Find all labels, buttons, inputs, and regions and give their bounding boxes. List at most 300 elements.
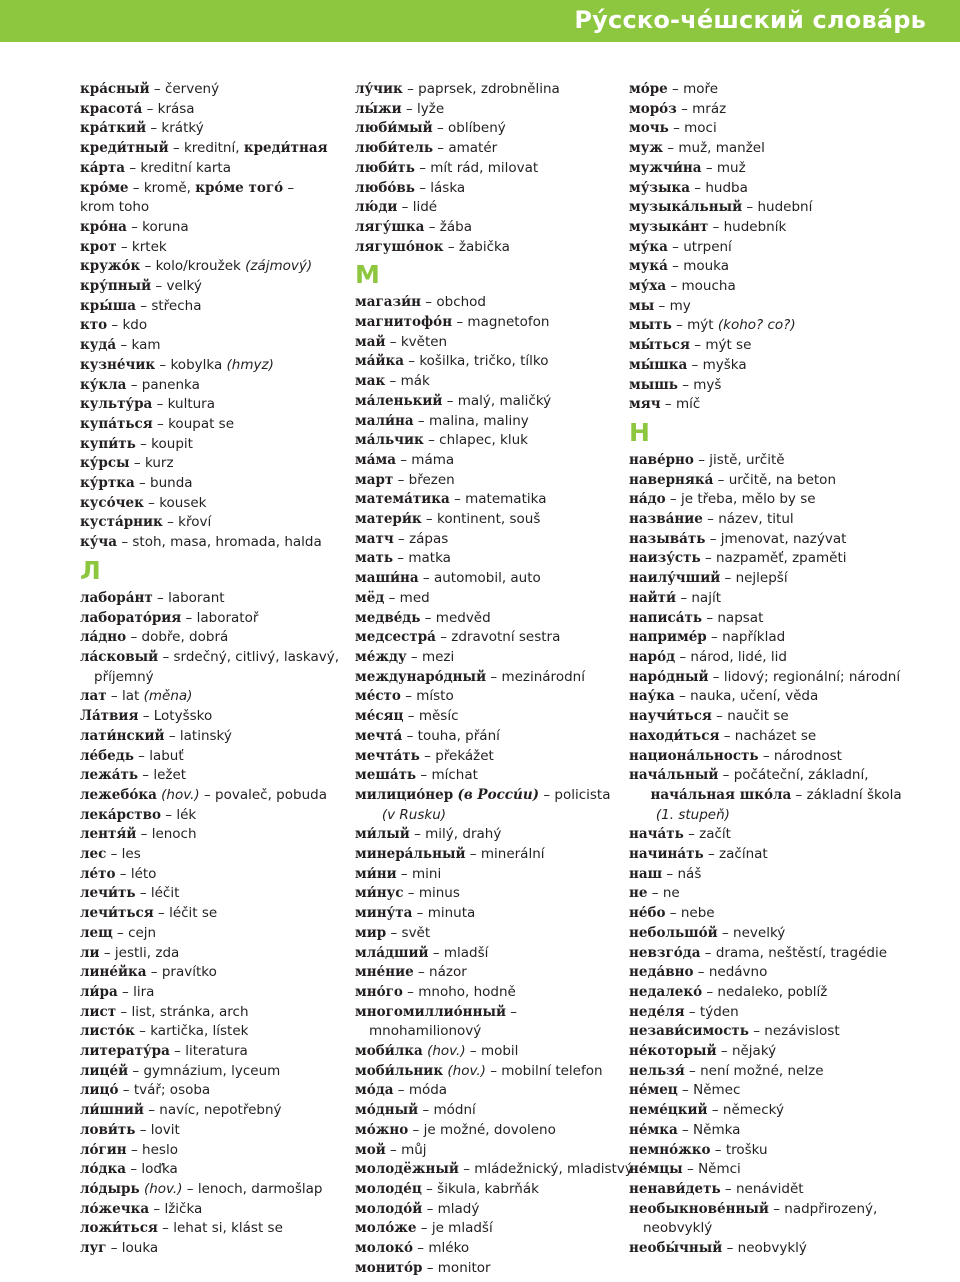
- headword: нача́ть: [629, 826, 684, 843]
- headword: лати́нский: [80, 727, 165, 744]
- dictionary-entry: ма́ленький – malý, maličký: [355, 392, 552, 409]
- dictionary-entry: любо́вь – láska: [355, 179, 466, 196]
- dictionary-entry: купи́ть – koupit: [80, 435, 193, 452]
- dictionary-entry: молодо́й – mladý: [355, 1200, 480, 1217]
- translation: kontinent, souš: [436, 511, 541, 528]
- dictionary-entry: лати́нский – latinský: [80, 727, 232, 744]
- dictionary-entry: научи́ться – naučit se: [629, 708, 789, 725]
- dictionary-entry: мла́дший – mladší: [355, 944, 489, 961]
- translation: počáteční, základní,: [733, 767, 869, 784]
- dictionary-entry: неда́вно – nedávno: [629, 964, 768, 981]
- headword: матема́тика: [355, 491, 450, 508]
- usage-note: (zájmový): [245, 258, 313, 275]
- dictionary-entry: магнитофо́н – magnetofon: [355, 314, 550, 331]
- translation: místo: [416, 688, 454, 705]
- translation: kdo: [122, 317, 148, 334]
- headword: лови́ть: [80, 1121, 136, 1138]
- dictionary-entry: не́бо – nebe: [629, 905, 715, 922]
- usage-note: (hmyz): [226, 356, 274, 373]
- headword: красота́: [80, 100, 143, 117]
- headword: кузне́чик: [80, 356, 156, 373]
- translation: žabička: [458, 238, 510, 255]
- headword: ле́бедь: [80, 747, 134, 764]
- translation: heslo: [142, 1141, 178, 1158]
- headword: музыка́льный: [629, 199, 743, 216]
- headword: ле́то: [80, 865, 116, 882]
- translation: tvář; osoba: [133, 1082, 211, 1099]
- dictionary-entry: лентя́й – lenoch: [80, 826, 197, 843]
- translation: utrpení: [683, 238, 732, 255]
- translation: laborant: [168, 589, 225, 606]
- headword: не́который: [629, 1043, 717, 1060]
- dictionary-entry: лаборато́рия – laboratoř: [80, 609, 259, 626]
- dictionary-column-2: [355, 80, 633, 1278]
- dictionary-entry: ло́дка – loďka: [80, 1161, 178, 1178]
- headword: люби́мый: [355, 120, 433, 137]
- dictionary-entry: му́зыка – hudba: [629, 179, 748, 196]
- headword: медве́дь: [355, 609, 421, 626]
- translation: máma: [411, 451, 455, 468]
- dictionary-entry: луг – louka: [80, 1240, 159, 1257]
- translation: najít: [691, 589, 721, 606]
- dictionary-entry: ложи́ться – lehat si, klást se: [80, 1220, 283, 1237]
- dictionary-entry: люби́ть – mít rád, milovat: [355, 159, 539, 176]
- translation: nebe: [680, 905, 715, 922]
- headword: молоде́ц: [355, 1180, 422, 1197]
- dictionary-entry: ку́ча – stoh, masa, hromada, halda: [80, 534, 322, 551]
- translation: mládežnický, mladistvý: [474, 1161, 633, 1178]
- headword: ла́сковый: [80, 648, 159, 665]
- translation: mák: [400, 373, 430, 390]
- headword: нау́ка: [629, 688, 675, 705]
- translation: mobil: [480, 1043, 519, 1060]
- translation: je možné, dovoleno: [423, 1121, 556, 1138]
- dictionary-entry: немно́жко – trošku: [629, 1141, 768, 1158]
- headword: мы́шка: [629, 356, 688, 373]
- dictionary-entry: ла́дно – dobře, dobrá: [80, 629, 229, 646]
- translation: móda: [408, 1082, 448, 1099]
- headword: кру́пный: [80, 278, 152, 295]
- headword: ненави́деть: [629, 1180, 721, 1197]
- dictionary-entry: лице́й – gymnázium, lyceum: [80, 1062, 281, 1079]
- translation: lat: [121, 688, 140, 705]
- translation: velký: [166, 278, 202, 295]
- dictionary-entry: ма́йка – košilka, tričko, tílko: [355, 353, 549, 370]
- dictionary-entry: ма́льчик – chlapec, kluk: [355, 432, 528, 449]
- translation: zápas: [409, 530, 449, 547]
- translation: gymnázium, lyceum: [143, 1062, 281, 1079]
- dictionary-entry: кто – kdo: [80, 317, 148, 334]
- headword: му́зыка: [629, 179, 691, 196]
- headword: ме́сто: [355, 688, 401, 705]
- translation: kam: [131, 337, 161, 354]
- dictionary-entry: мо́жно – je možné, dovoleno: [355, 1121, 556, 1138]
- headword: лечи́ть: [80, 885, 136, 902]
- translation: nějaký: [731, 1043, 777, 1060]
- headword: мыть: [629, 317, 672, 334]
- dictionary-entry: мо́да – móda: [355, 1082, 448, 1099]
- headword: молодо́й: [355, 1200, 423, 1217]
- translation: krtek: [131, 238, 167, 255]
- dictionary-entry: музыка́нт – hudebník: [629, 218, 787, 235]
- translation: mýt: [687, 317, 714, 334]
- headword: ма́ма: [355, 451, 396, 468]
- translation: křoví: [178, 514, 212, 531]
- translation: muž: [716, 159, 746, 176]
- translation: minus: [418, 885, 460, 902]
- headword: кусо́чек: [80, 494, 144, 511]
- dictionary-entry: не́мец – Němec: [629, 1082, 741, 1099]
- translation: svět: [401, 924, 431, 941]
- translation: zdravotní sestra: [451, 629, 561, 646]
- headword: ка́рта: [80, 159, 126, 176]
- translation: lovit: [150, 1121, 180, 1138]
- translation: mnohamilionový: [369, 1023, 482, 1040]
- dictionary-entry: ку́рсы – kurz: [80, 455, 174, 472]
- headword: медсестра́: [355, 629, 436, 646]
- translation: navíc, nepotřebný: [159, 1102, 282, 1119]
- dictionary-entry: монито́р – monitor: [355, 1259, 491, 1276]
- dictionary-entry: мочь – moci: [629, 120, 717, 137]
- translation: německý: [722, 1102, 784, 1119]
- translation: lidový; regionální; národní: [723, 668, 901, 685]
- translation: léto: [130, 865, 157, 882]
- dictionary-entry: моро́з – mráz: [629, 100, 727, 117]
- dictionary-entry: небольшо́й – nevelký: [629, 924, 786, 941]
- translation: můj: [401, 1141, 427, 1158]
- headword: лат: [80, 688, 107, 705]
- dictionary-entry: невзго́да – drama, neštěstí, tragédie: [629, 944, 888, 961]
- headword: не́мцы: [629, 1161, 683, 1178]
- dictionary-entry: мне́ние – názor: [355, 964, 467, 981]
- translation: kolo/kroužek: [155, 258, 241, 275]
- translation: magnetofon: [467, 314, 550, 331]
- dictionary-entry: неме́цкий – německý: [629, 1102, 784, 1119]
- translation: oblíbený: [448, 120, 506, 137]
- headword: музыка́нт: [629, 218, 709, 235]
- dictionary-entry: лист – list, stránka, arch: [80, 1003, 249, 1020]
- translation: názor: [429, 964, 467, 981]
- dictionary-entry: муж – muž, manžel: [629, 140, 765, 157]
- translation: mladý: [437, 1200, 480, 1217]
- headword: лине́йка: [80, 964, 147, 981]
- translation: pravítko: [161, 964, 217, 981]
- dictionary-entry: кры́ша – střecha: [80, 297, 202, 314]
- headword: меша́ть: [355, 767, 417, 784]
- translation: kultura: [167, 396, 216, 413]
- dictionary-entry: лицо́ – tvář; osoba: [80, 1082, 211, 1099]
- headword: ли́шний: [80, 1102, 144, 1119]
- translation: minerální: [480, 846, 545, 863]
- dictionary-entry: начина́ть – začínat: [629, 846, 768, 863]
- headword: мо́да: [355, 1082, 394, 1099]
- translation: naučit se: [727, 708, 789, 725]
- translation: týden: [699, 1003, 739, 1020]
- dictionary-entry: мечта́ – touha, přání: [355, 727, 500, 744]
- translation: muž, manžel: [678, 140, 765, 157]
- headword: мину́та: [355, 905, 413, 922]
- headword: лентя́й: [80, 826, 137, 843]
- translation: koupat se: [168, 415, 235, 432]
- headword: магази́н: [355, 294, 422, 311]
- dictionary-entry: лягушо́нок – žabička: [355, 238, 510, 255]
- headword: невзго́да: [629, 944, 701, 961]
- translation: hudebník: [723, 218, 787, 235]
- headword: люби́тель: [355, 140, 434, 157]
- dictionary-entry: ме́жду – mezi: [355, 648, 455, 665]
- headword: лаборато́рия: [80, 609, 182, 626]
- headword: недалеко́: [629, 983, 703, 1000]
- translation: mráz: [692, 100, 727, 117]
- translation: láska: [430, 179, 466, 196]
- translation: –: [287, 179, 295, 196]
- headword: лу́чик: [355, 81, 403, 97]
- headword: милицио́нер: [355, 786, 454, 803]
- headword: наве́рно: [629, 451, 694, 468]
- translation: napsat: [717, 609, 764, 626]
- dictionary-entry: милицио́нер (в Росси́и) – policista (v Rusku): [355, 786, 611, 823]
- dictionary-entry: незави́симость – nezávislost: [629, 1023, 840, 1040]
- translation: lyže: [417, 100, 445, 117]
- headword: ми́ни: [355, 865, 397, 882]
- dictionary-entry: ло́дырь (hov.) – lenoch, darmošlap: [80, 1180, 323, 1197]
- headword: наизу́сть: [629, 550, 701, 567]
- dictionary-entry: наро́д – národ, lidé, lid: [629, 648, 787, 665]
- dictionary-entry: ли́ра – lira: [80, 983, 155, 1000]
- headword: мать: [355, 550, 394, 567]
- translation: překážet: [435, 747, 494, 764]
- dictionary-entry: му́ка – utrpení: [629, 238, 732, 255]
- headword: не́бо: [629, 905, 666, 922]
- dictionary-entry: мно́го – mnoho, hodně: [355, 983, 516, 1000]
- dictionary-entry: наилу́чший – nejlepší: [629, 570, 788, 587]
- headword: лес: [80, 846, 107, 863]
- translation: krom toho: [80, 199, 150, 216]
- dictionary-entry: кузне́чик – kobylka (hmyz): [80, 356, 274, 373]
- dictionary-entry: мину́та – minuta: [355, 905, 476, 922]
- headword: немно́жко: [629, 1141, 711, 1158]
- headword: мно́го: [355, 983, 403, 1000]
- dictionary-entry: лечи́ться – léčit se: [80, 905, 218, 922]
- translation: moře: [683, 81, 719, 97]
- translation: obchod: [436, 294, 486, 311]
- headword: матч: [355, 530, 394, 547]
- translation: labuť: [149, 747, 184, 764]
- headword: лежа́ть: [80, 767, 139, 784]
- translation: monitor: [437, 1259, 491, 1276]
- headword: моби́лка: [355, 1043, 423, 1060]
- headword: моби́льник: [355, 1062, 444, 1079]
- translation: mýt se: [705, 337, 752, 354]
- translation: základní škola: [806, 786, 902, 803]
- translation: střecha: [151, 297, 202, 314]
- dictionary-column-1: [80, 80, 340, 1259]
- headword: купи́ть: [80, 435, 136, 452]
- headword: мужчи́на: [629, 159, 702, 176]
- headword: кружо́к: [80, 258, 141, 275]
- dictionary-entry: май – květen: [355, 333, 448, 350]
- translation: nauka, učení, věda: [690, 688, 819, 705]
- headword: молодёжный: [355, 1161, 459, 1178]
- translation: mouka: [683, 258, 730, 275]
- dictionary-entry: мы́шка – myška: [629, 356, 747, 373]
- headword: необыкнове́нный: [629, 1200, 769, 1217]
- translation: nezávislost: [764, 1023, 840, 1040]
- translation: panenka: [141, 376, 200, 393]
- translation: mezinárodní: [501, 668, 585, 685]
- dictionary-entry: люби́мый – oblíbený: [355, 120, 506, 137]
- dictionary-entry: ло́гин – heslo: [80, 1141, 178, 1158]
- headword: ме́сяц: [355, 708, 404, 725]
- headword: назва́ние: [629, 511, 703, 528]
- translation: jmenovat, nazývat: [720, 530, 847, 547]
- dictionary-entry: кра́сный – červený: [80, 81, 220, 97]
- dictionary-entry: март – březen: [355, 471, 455, 488]
- translation: med: [399, 589, 430, 606]
- dictionary-entry: лека́рство – lék: [80, 806, 197, 823]
- headword: мечта́ть: [355, 747, 420, 764]
- dictionary-entry: нача́ть – začít: [629, 826, 731, 843]
- dictionary-entry: ненави́деть – nenávidět: [629, 1180, 804, 1197]
- translation: bunda: [150, 475, 193, 492]
- dictionary-entry: лес – les: [80, 846, 141, 863]
- translation: je mladší: [431, 1220, 493, 1237]
- dictionary-entry: не́который – nějaký: [629, 1043, 777, 1060]
- dictionary-entry: магази́н – obchod: [355, 294, 486, 311]
- translation: malina, maliny: [428, 412, 529, 429]
- headword: ма́льчик: [355, 432, 424, 449]
- dictionary-entry: мышь – myš: [629, 376, 722, 393]
- translation: lira: [133, 983, 155, 1000]
- headword: му́ха: [629, 278, 667, 295]
- translation: my: [669, 297, 691, 314]
- usage-note: (hov.): [143, 1180, 183, 1197]
- dictionary-entry: музыка́льный – hudební: [629, 199, 813, 216]
- translation: nadpřirozený, neobvyklý: [643, 1200, 878, 1237]
- dictionary-entry: ку́кла – panenka: [80, 376, 200, 393]
- translation: není možné, nelze: [700, 1062, 824, 1079]
- headword: мой: [355, 1141, 386, 1158]
- headword: кто: [80, 317, 108, 334]
- dictionary-title: Ру́сско-че́шский слова́рь: [574, 6, 926, 34]
- headword: необы́чный: [629, 1240, 723, 1257]
- dictionary-entry: находи́ться – nacházet se: [629, 727, 817, 744]
- dictionary-entry: моло́же – je mladší: [355, 1220, 493, 1237]
- headword: мир: [355, 924, 387, 941]
- dictionary-entry: мой – můj: [355, 1141, 427, 1158]
- translation: kreditní,: [183, 140, 240, 157]
- headword: лабора́нт: [80, 589, 153, 606]
- headword: ку́рсы: [80, 455, 130, 472]
- dictionary-entry: лат – lat (měna): [80, 688, 193, 705]
- dictionary-entry: нача́льный – počáteční, základní,: [629, 767, 869, 784]
- dictionary-entry: кро́ме – kromě, кро́ме того́ –: [80, 179, 295, 196]
- translation: mini: [411, 865, 442, 882]
- headword: мы́ться: [629, 337, 690, 354]
- dictionary-entry: необы́чный – neobvyklý: [629, 1240, 807, 1257]
- dictionary-entry: ми́лый – milý, drahý: [355, 826, 502, 843]
- translation: název, titul: [718, 511, 794, 528]
- dictionary-entry: лю́ди – lidé: [355, 199, 438, 216]
- page-header: [0, 0, 960, 42]
- headword: не: [629, 885, 648, 902]
- dictionary-entry: мак – mák: [355, 373, 430, 390]
- headword: крот: [80, 238, 117, 255]
- dictionary-entry: лежебо́ка (hov.) – povaleč, pobuda: [80, 786, 327, 803]
- translation: kreditní karta: [140, 159, 231, 176]
- headword: маши́на: [355, 570, 419, 587]
- translation: latinský: [179, 727, 232, 744]
- dictionary-column-3: [629, 80, 929, 1259]
- dictionary-entry: ме́сяц – měsíc: [355, 708, 459, 725]
- dictionary-entry: листо́к – kartička, lístek: [80, 1023, 249, 1040]
- usage-note: (v Rusku): [381, 806, 447, 823]
- headword: называ́ть: [629, 530, 706, 547]
- translation: chlapec, kluk: [439, 432, 528, 449]
- dictionary-entry: на́до – je třeba, mělo by se: [629, 491, 816, 508]
- dictionary-entry: матч – zápas: [355, 530, 449, 547]
- headword: моло́же: [355, 1220, 417, 1237]
- dictionary-entry: ле́бедь – labuť: [80, 747, 184, 764]
- headword: кро́ме: [80, 179, 129, 196]
- dictionary-entry: медсестра́ – zdravotní sestra: [355, 629, 561, 646]
- headword: междунаро́дный: [355, 668, 487, 685]
- usage-note: (měna): [143, 688, 193, 705]
- translation: louka: [121, 1240, 159, 1257]
- dictionary-entry: кусо́чек – kousek: [80, 494, 207, 511]
- translation: nevelký: [733, 924, 786, 941]
- headword: матери́к: [355, 511, 422, 528]
- dictionary-entry: кружо́к – kolo/kroužek (zájmový): [80, 258, 313, 275]
- dictionary-entry: ми́нус – minus: [355, 885, 460, 902]
- dictionary-entry: мы́ться – mýt se: [629, 337, 752, 354]
- headword: ли́ра: [80, 983, 118, 1000]
- translation: malý, maličký: [457, 392, 552, 409]
- headword: купа́ться: [80, 415, 153, 432]
- translation: měsíc: [418, 708, 459, 725]
- section-letter: Л: [80, 555, 101, 585]
- headword: мяч: [629, 396, 661, 413]
- headword: нача́льная шко́ла: [650, 786, 792, 803]
- translation: košilka, tričko, tílko: [419, 353, 549, 370]
- dictionary-entry: купа́ться – koupat se: [80, 415, 235, 432]
- headword: кры́ша: [80, 297, 136, 314]
- translation: drama, neštěstí, tragédie: [715, 944, 888, 961]
- translation: mléko: [428, 1240, 470, 1257]
- translation: touha, přání: [417, 727, 500, 744]
- dictionary-entry: ли́шний – navíc, nepotřebný: [80, 1102, 282, 1119]
- headword: начина́ть: [629, 846, 704, 863]
- dictionary-entry: ла́сковый – srdečný, citlivý, laskavý, příjemný: [80, 648, 339, 685]
- headword: найти́: [629, 589, 677, 606]
- dictionary-entry: лягу́шка – žába: [355, 218, 472, 235]
- headword: лечи́ться: [80, 905, 154, 922]
- headword: март: [355, 471, 394, 488]
- headword: кра́ткий: [80, 120, 147, 137]
- translation: minuta: [427, 905, 476, 922]
- usage-note: (1. stupeň): [655, 806, 730, 823]
- headword: мочь: [629, 120, 669, 137]
- headword: ло́дка: [80, 1161, 127, 1178]
- headword: кро́ме того́: [195, 179, 284, 196]
- dictionary-entry: наве́рно – jistě, určitě: [629, 451, 785, 468]
- dictionary-entry: нельзя́ – není možné, nelze: [629, 1062, 824, 1079]
- headword: ма́ленький: [355, 392, 443, 409]
- dictionary-entry: наизу́сть – nazpaměť, zpaměti: [629, 550, 847, 567]
- headword: наш: [629, 865, 663, 882]
- translation: list, stránka, arch: [131, 1003, 249, 1020]
- dictionary-entry: ма́ма – máma: [355, 451, 455, 468]
